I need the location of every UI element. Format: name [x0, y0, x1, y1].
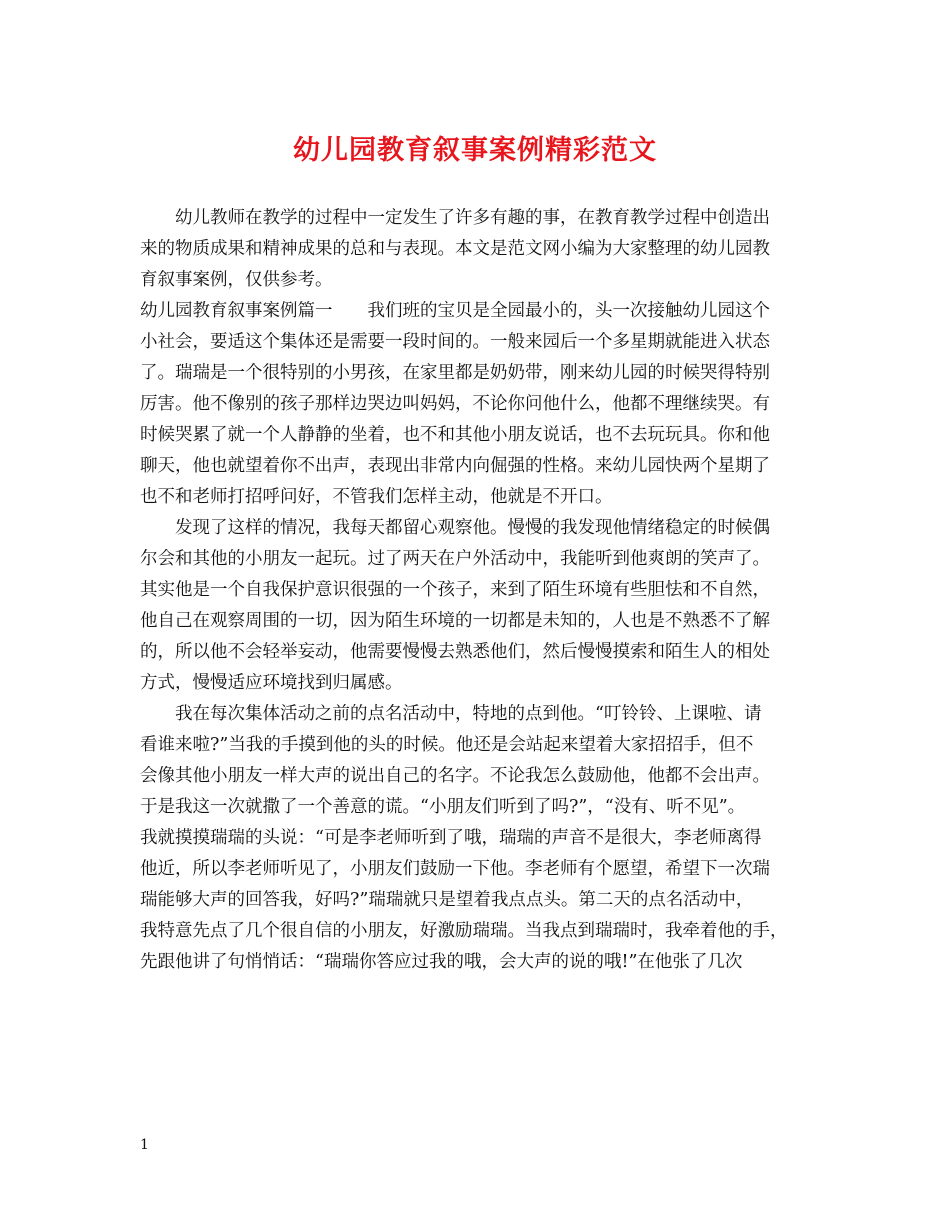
text-line: 我在每次集体活动之前的点名活动中，特地的点到他。“叮铃铃、上课啦、请 [140, 704, 762, 724]
text-line: 看谁来啦?”当我的手摸到他的头的时候。他还是会站起来望着大家招招手，但不 [140, 735, 754, 755]
text-line: 厉害。他不像别的孩子那样边哭边叫妈妈，不论你问他什么，他都不理继续哭。有 [140, 394, 770, 414]
document-title: 幼儿园教育叙事案例精彩范文 [293, 135, 657, 166]
text-line: 先跟他讲了句悄悄话：“瑞瑞你答应过我的哦，会大声的说的哦!”在他张了几次 [140, 952, 743, 972]
text-line: 小社会，要适这个集体还是需要一段时间的。一般来园后一个多星期就能进入状态 [140, 332, 770, 352]
text-line: 他自己在观察周围的一切，因为陌生环境的一切都是未知的，人也是不熟悉不了解 [140, 611, 770, 631]
text-line: 育叙事案例，仅供参考。 [140, 270, 333, 290]
document-body [140, 203, 824, 978]
text-line: 时候哭累了就一个人静静的坐着，也不和其他小朋友说话，也不去玩玩具。你和他 [140, 425, 770, 445]
text-line: 会像其他小朋友一样大声的说出自己的名字。不论我怎么鼓励他，他都不会出声。 [140, 766, 770, 786]
text-line: 幼儿教师在教学的过程中一定发生了许多有趣的事，在教育教学过程中创造出 [140, 208, 770, 228]
text-line: 我特意先点了几个很自信的小朋友，好激励瑞瑞。当我点到瑞瑞时，我牵着他的手， [140, 921, 788, 941]
text-line: 了。瑞瑞是一个很特别的小男孩，在家里都是奶奶带，刚来幼儿园的时候哭得特别 [140, 363, 770, 383]
text-line: 聊天，他也就望着你不出声，表现出非常内向倔强的性格。来幼儿园快两个星期了 [140, 456, 770, 476]
text-line: 尔会和其他的小朋友一起玩。过了两天在户外活动中，我能听到他爽朗的笑声了。 [140, 549, 770, 569]
text-line: 他近，所以李老师听见了，小朋友们鼓励一下他。李老师有个愿望，希望下一次瑞 [140, 859, 770, 879]
text-line: 其实他是一个自我保护意识很强的一个孩子，来到了陌生环境有些胆怯和不自然， [140, 580, 770, 600]
text-line: 我就摸摸瑞瑞的头说：“可是李老师听到了哦，瑞瑞的声音不是很大，李老师离得 [140, 828, 762, 848]
text-line: 瑞能够大声的回答我，好吗?”瑞瑞就只是望着我点点头。第二天的点名活动中， [140, 890, 754, 910]
text-line: 来的物质成果和精神成果的总和与表现。本文是范文网小编为大家整理的幼儿园教 [140, 239, 770, 259]
section-heading-line: 幼儿园教育叙事案例篇一 我们班的宝贝是全园最小的，头一次接触幼儿园这个 [140, 301, 770, 321]
text-line: 也不和老师打招呼问好，不管我们怎样主动，他就是不开口。 [140, 487, 613, 507]
page-number: 1 [140, 1137, 149, 1153]
text-line: 的，所以他不会轻举妄动，他需要慢慢去熟悉他们，然后慢慢摸索和陌生人的相处 [140, 642, 770, 662]
text-line: 于是我这一次就撒了一个善意的谎。“小朋友们听到了吗?”，“没有、听不见”。 [140, 797, 746, 817]
text-line: 方式，慢慢适应环境找到归属感。 [140, 673, 403, 693]
text-line: 发现了这样的情况，我每天都留心观察他。慢慢的我发现他情绪稳定的时候偶 [140, 518, 770, 538]
